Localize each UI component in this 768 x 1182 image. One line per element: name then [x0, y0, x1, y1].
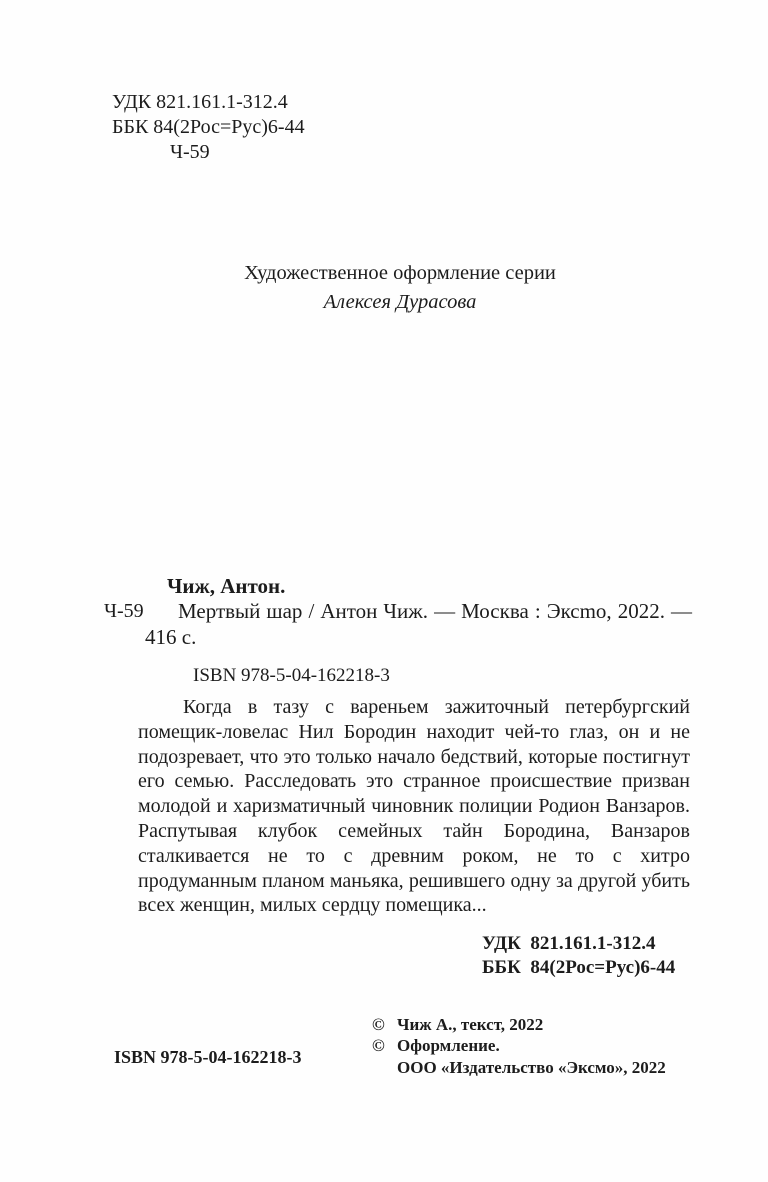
book-annotation: Когда в тазу с вареньем зажиточный петербургский помещик-ловелас Нил Бородин находит чей-то глаз, он и не подозревает, что это только начало бедствий, которые постигнут его семью. Расследовать это странное происшествие призван молодой и харизматичный чиновник полиции Родион Ванзаров. Распутывая клубок семейных тайн Бородина, Ванзаров сталкивается не то с древним роком, не то с хитро продуманным планом маньяка, решившего одну за другой убить всех женщин, милых сердцу помещика...: [138, 696, 690, 917]
udk-code-bottom: УДК 821.161.1-312.4: [482, 933, 656, 954]
bbk-code-top: ББК 84(2Рос=Рус)6-44: [112, 116, 305, 138]
udk-code-top: УДК 821.161.1-312.4: [112, 91, 288, 113]
isbn-footer: ISBN 978-5-04-162218-3: [114, 1047, 302, 1067]
copyright-symbol: ©: [372, 1036, 385, 1056]
bbk-code-bottom: ББК 84(2Рос=Рус)6-44: [482, 956, 676, 978]
copyright-text: Оформление.: [397, 1036, 500, 1056]
copyright-line-text: [372, 1014, 666, 1035]
isbn-catalog-entry: ISBN 978-5-04-162218-3: [193, 665, 390, 686]
copyright-text: ООО «Издательство «Эксмо», 2022: [397, 1057, 666, 1077]
top-codes-block: [112, 90, 305, 165]
catalog-entry-cutter-code: Ч-59: [104, 600, 144, 622]
copyright-line-publisher: [372, 1057, 666, 1078]
catalog-entry-description: Мертвый шар / Антон Чиж. — Москва : Эксmо, 2022. — 416 с.: [145, 599, 692, 649]
author-cutter-code-top: Ч-59: [170, 141, 210, 163]
copyright-block: [372, 1014, 666, 1078]
catalog-entry-author: Чиж, Антон.: [167, 574, 286, 598]
copyright-line-design: [372, 1035, 666, 1056]
copyright-text: Чиж А., текст, 2022: [397, 1015, 544, 1034]
bottom-codes-block: [482, 932, 675, 979]
series-design-credit: [108, 259, 692, 317]
series-designer-name: Алексея Дурасова: [323, 291, 477, 313]
copyright-symbol: ©: [372, 1015, 385, 1034]
series-credit-title: Художественное оформление серии: [244, 262, 556, 284]
